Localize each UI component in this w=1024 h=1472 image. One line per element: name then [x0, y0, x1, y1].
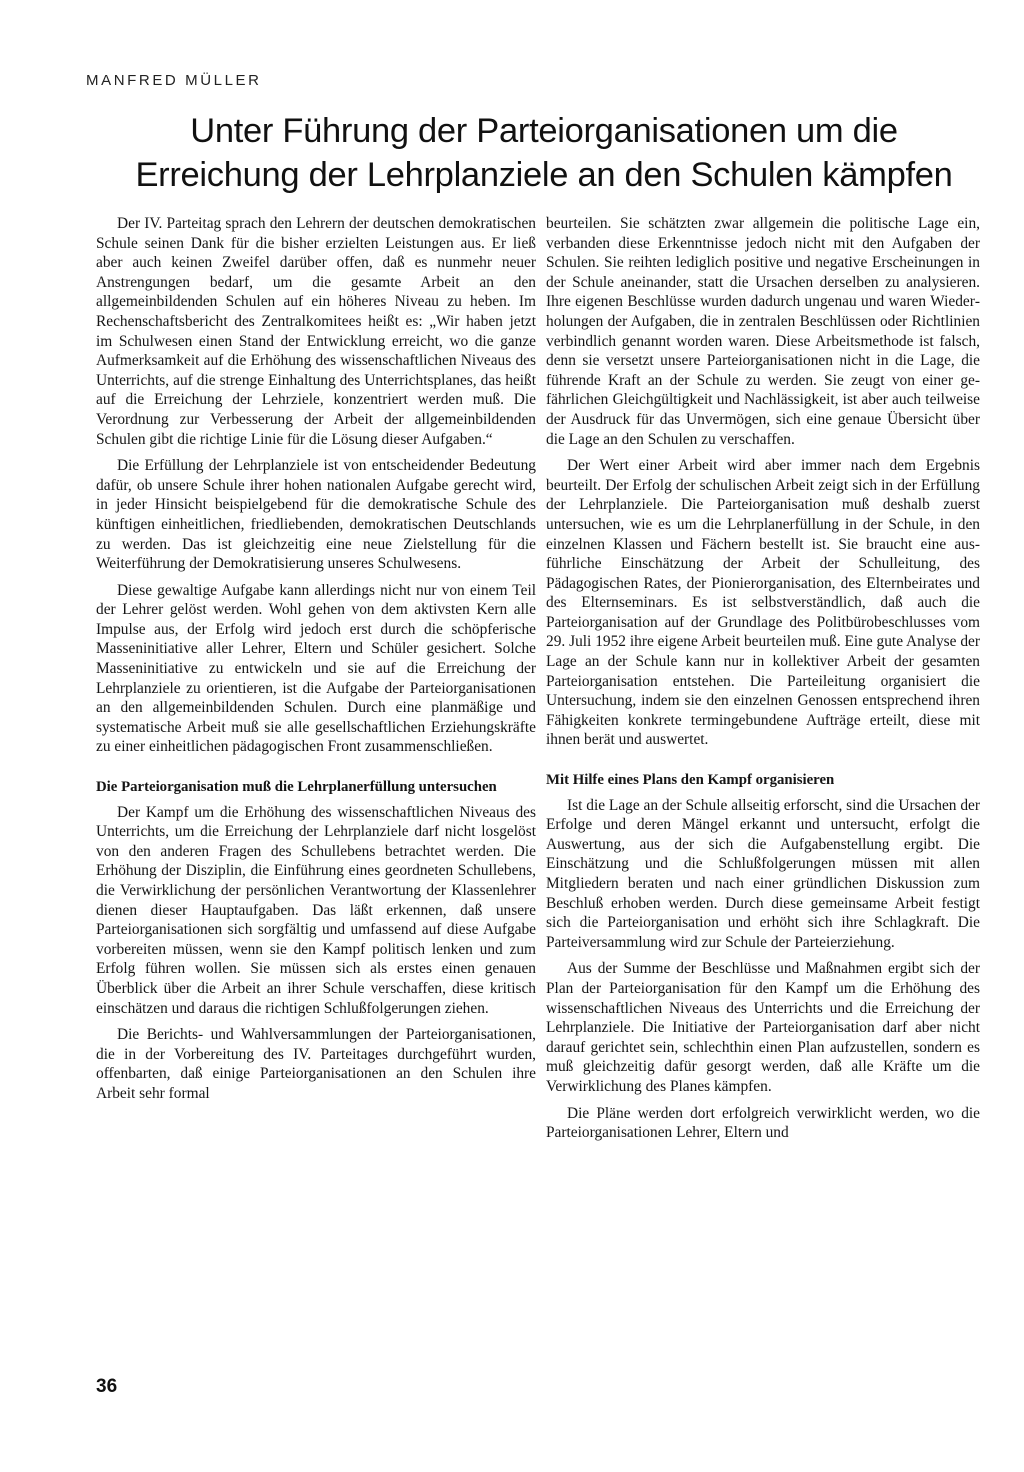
paragraph: Der IV. Parteitag sprach den Lehrern der deutschen demokratischen Schule seinen Dank für die bisher erzielten Leistungen aus. Er ließ aber auch keinen Zweifel darüber offen, daß es nunmehr neuer Anstrengungen bedarf, um die gesamte Arbeit an den allgemeinbildenden Schulen auf ein höheres Niveau zu heben. Im Rechenschaftsbericht des Zentralkomitees heißt es: „Wir haben jetzt im Schulwesen einen Stand der Entwicklung erreicht, wo die ganze Aufmerksamkeit auf die Erhöhung des wissenschaftlichen Niveaus des Unterrichts, auf die strenge Einhaltung des Unterrichtsplanes, das heißt auf die Erreichung der Lehrziele, konzentriert werden muß. Die Verordnung zur Verbesserung der Arbeit der allgemeinbildenden Schulen gibt die richtige Linie für die Lösung dieser Aufgaben.“: [96, 215, 536, 448]
section-heading: Die Parteiorganisation muß die Lehrplanerfüllung untersuchen: [96, 779, 497, 796]
section-heading: Mit Hilfe eines Plans den Kampf organisieren: [546, 772, 835, 789]
left-column: [96, 214, 536, 1111]
paragraph: Der Kampf um die Erhöhung des wissenschaftlichen Niveaus des Unterrichts, um die Erreichung der Lehrplanziele darf nicht losgelöst von den anderen Fragen des Schullebens betrachtet werden. Die Erhöhung der Disziplin, die Einführung eines geordneten Schullebens, die Verwirklichung der persönlichen Verantwortung der Klassenlehrer dienen dieser Hauptaufgaben. Das läßt erkennen, daß unsere Parteiorganisationen sich sorgfältig und umfassend auf diese Aufgabe vorbereiten müssen, wenn sie den Kampf politisch lenken und zum Erfolg führen wollen. Sie müssen sich als erstes einen genauen Überblick über die Arbeit an ihrer Schule verschaffen, diese kritisch einschätzen und daraus die richtigen Schlußfolgerungen ziehen.: [96, 803, 536, 1017]
paragraph: Ist die Lage an der Schule allseitig erforscht, sind die Ursachen der Erfolge und deren Mängel erkannt und untersucht, erfolgt die Auswertung, aus der sich die Aufgabenstellung ergibt. Die Einschätzung und die Schlußfolgerungen müssen mit allen Mitgliedern beraten und nach einer gründlichen Diskussion zum Beschluß erhoben werden. Durch diese gemeinsame Arbeit festigt sich die Parteiorganisation und erhöht sich ihre Schlagkraft. Die Parteiversammlung wird zur Schule der Parteierziehung.: [546, 796, 980, 951]
title-line: Unter Führung der Parteiorganisationen um die: [190, 112, 898, 150]
paragraph: Aus der Summe der Beschlüsse und Maßnahmen ergibt sich der Plan der Parteiorganisation für den Kampf um die Erhöhung des wissenschaftlichen Niveaus des Unterrichts und die Erreichung der Lehrplanziele. Die Initiative der Parteiorganisation darf aber nicht darauf gerichtet sein, schlechthin einen Plan aufzustellen, sondern es muß gleichzeitig dafür gesorgt werden, daß alle Kräfte um die Verwirklichung des Planes kämpfen.: [546, 960, 980, 1095]
page-number: 36: [96, 1376, 118, 1397]
right-column: [546, 214, 980, 1150]
paragraph: beurteilen. Sie schätzten zwar allgemein die politische Lage ein, verbanden diese Erkenntnisse jedoch nicht mit den Aufgaben der Schulen. Sie reihten lediglich positive und negative Erscheinungen in der Schule aneinander, statt die Ursachen derselben zu analysieren. Ihre eigenen Beschlüsse wurden dadurch ungenau und waren Wiederholungen der Aufgaben, die in zentralen Beschlüssen oder Richtlinien verbindlich genannt worden waren. Diese Arbeitsmethode ist falsch, denn sie versetzt unsere Parteiorganisationen nicht in die Lage, die führende Kraft an der Schule zu werden. Sie zeugt von einer gefährlichen Gleichgültigkeit und Nachlässigkeit, ist aber auch teilweise der Ausdruck für das Unvermögen, sich eine genaue Übersicht über die Lage an den Schulen zu verschaffen.: [546, 215, 980, 448]
paragraph: Diese gewaltige Aufgabe kann allerdings nicht nur von einem Teil der Lehrer gelöst werden. Wohl gehen von dem aktivsten Kern alle Impulse aus, der Erfolg wird jedoch erst durch die schöpferische Masseninitiative aller Lehrer, Eltern und Schüler gesichert. Solche Masseninitiative zu entwickeln und sie auf die Erreichung der Lehrplanziele zu orientieren, ist die Aufgabe der Parteiorganisationen an den allgemeinbildenden Schulen. Durch eine planmäßige und systematische Arbeit muß sie alle gesellschaftlichen Erziehungskräfte zu einer einheitlichen pädagogischen Front zusammenschließen.: [96, 581, 536, 756]
title-line: Erreichung der Lehrplanziele an den Schulen kämpfen: [135, 156, 953, 194]
paragraph: Die Berichts- und Wahlversammlungen der Parteiorganisationen, die in der Vorbereitung des IV. Parteitages durchgeführt wurden, offenbarten, daß einige Parteiorganisationen an den Schulen ihre Arbeit sehr formal: [96, 1026, 536, 1102]
paragraph: Die Erfüllung der Lehrplanziele ist von entscheidender Bedeutung dafür, ob unsere Schule ihrer hohen nationalen Aufgabe gerecht wird, in jeder Hinsicht beispielgebend für die demokratische Schule des künftigen einheitlichen, friedliebenden, demokratischen Deutschlands zu werden. Das ist gleichzeitig eine neue Zielstellung für die Weiterführung der Demokratisierung unseres Schulwesens.: [96, 457, 536, 573]
author-byline: MANFRED MÜLLER: [86, 72, 262, 89]
paragraph: Die Pläne werden dort erfolgreich verwirklicht werden, wo die Parteiorganisationen Lehrer, Eltern und: [546, 1104, 980, 1142]
article-title: [94, 109, 994, 197]
paragraph: Der Wert einer Arbeit wird aber immer nach dem Ergebnis beurteilt. Der Erfolg der schulischen Arbeit zeigt sich in der Erfüllung der Lehrplanziele. Die Parteiorganisation muß deshalb zuerst untersuchen, wie es um die Lehrplanerfüllung in der Schule, in den einzelnen Klassen und Fächern bestellt ist. Sie braucht eine ausführliche Einschätzung der Arbeit der Schulleitung, des Pädagogischen Rates, der Pionierorganisation, des Elternbeirates und des Elternseminars. Es ist selbstverständlich, daß auch die Parteiorganisation auf der Grundlage des Politbürobeschlusses vom 29. Juli 1952 ihre eigene Arbeit beurteilen muß. Eine gute Analyse der Lage an der Schule kann nur in kollektiver Arbeit der gesamten Parteiorganisation entstehen. Die Parteileitung organisiert die Untersuchung, indem sie den einzelnen Genossen entsprechend ihren Fähigkeiten konkrete termingebundene Aufträge erteilt, diese mit ihnen berät und auswertet.: [546, 457, 980, 749]
